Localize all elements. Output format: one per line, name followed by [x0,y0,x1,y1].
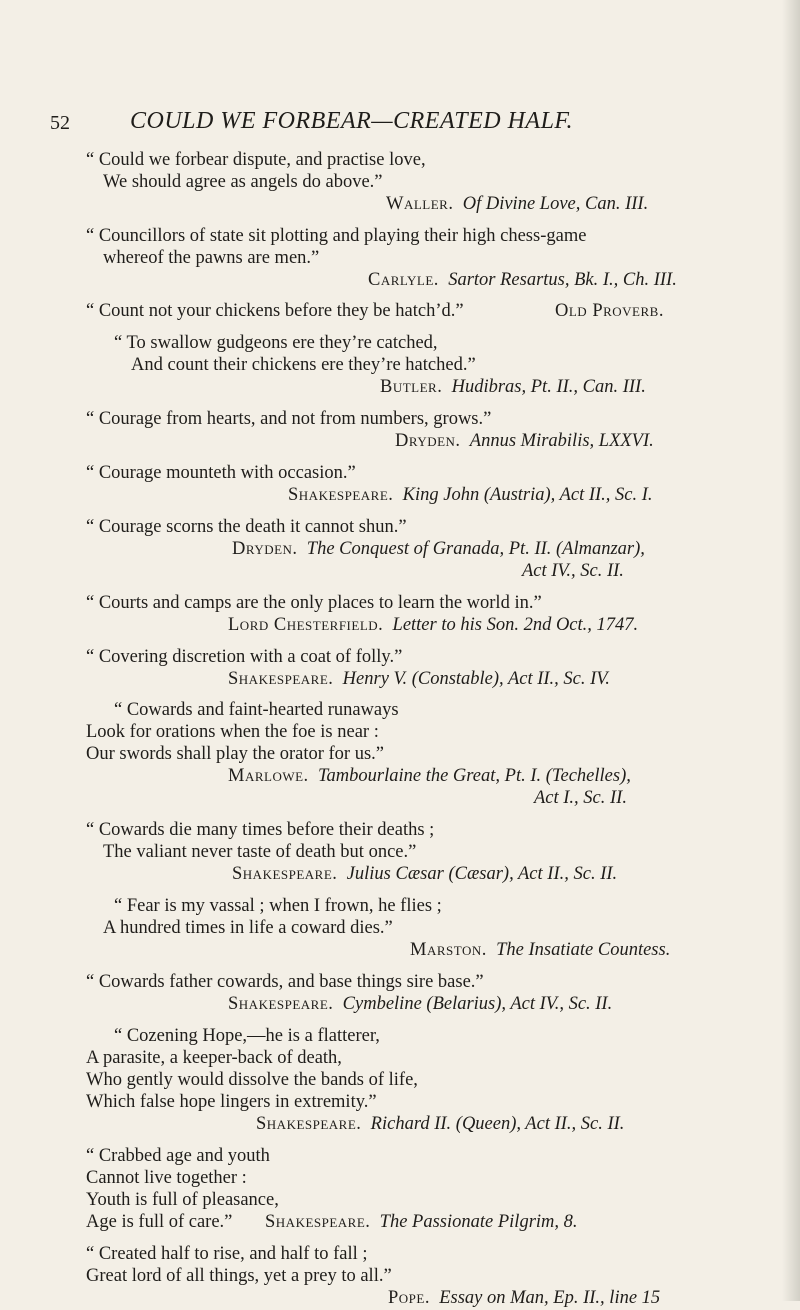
source: Julius Cæsar (Cæsar), Act II., Sc. II. [346,864,618,884]
source: Henry V. (Constable), Act II., Sc. IV. [342,669,610,689]
author: Shakespeare. [256,1114,362,1134]
quote-line: The valiant never taste of death but once.” [103,842,417,862]
attribution [288,485,653,507]
source: The Conquest of Granada, Pt. II. (Almanzar), [306,539,645,559]
author: Shakespeare. [265,1212,371,1232]
author: Dryden. [395,431,461,451]
attribution [228,766,631,788]
quote-line: Cannot live together : [86,1168,247,1188]
author: Dryden. [232,539,298,559]
quote-line: “ Courage from hearts, and not from numbers, grows.” [86,409,492,429]
quote-line: Our swords shall play the orator for us.” [86,744,384,764]
quote-line: “ Cowards die many times before their deaths ; [86,820,435,840]
attribution [256,1114,624,1136]
source: Essay on Man, Ep. II., line 15 [439,1288,661,1308]
source: Tambourlaine the Great, Pt. I. (Techelles), [317,766,631,786]
author: Carlyle. [368,270,439,290]
quote-line: Great lord of all things, yet a prey to all.” [86,1266,392,1286]
quote-line: A parasite, a keeper-back of death, [86,1048,342,1068]
attribution [265,1212,578,1234]
attribution [228,669,610,691]
author: Marston. [410,940,487,960]
quote-line: “ Courts and camps are the only places to learn the world in.” [86,593,542,613]
quote-line: “ Cowards and faint-hearted runaways [114,700,399,720]
page-number: 52 [50,112,70,134]
source-continued: Act I., Sc. II. [534,788,627,808]
page-header [50,106,770,140]
running-title: COULD WE FORBEAR—CREATED HALF. [130,108,573,134]
quote-line: “ Created half to rise, and half to fall ; [86,1244,368,1264]
source: Letter to his Son. 2nd Oct., 1747. [392,615,639,635]
source: Of Divine Love, Can. III. [462,194,649,214]
author: Pope. [388,1288,430,1308]
source: Richard II. (Queen), Act II., Sc. II. [370,1114,625,1134]
attribution [395,431,654,453]
author: Marlowe. [228,766,309,786]
quote-line: “ Courage mounteth with occasion.” [86,463,356,483]
quote-line: “ Cowards father cowards, and base things sire base.” [86,972,484,992]
author: Waller. [386,194,454,214]
quote-line: “ To swallow gudgeons ere they’re catched, [114,333,438,353]
author: Shakespeare. [228,994,334,1014]
source: Hudibras, Pt. II., Can. III. [451,377,646,397]
quote-line: “ Councillors of state sit plotting and playing their high chess-game [86,226,587,246]
attribution [232,539,645,561]
page-edge-shadow [782,0,800,1301]
source: Annus Mirabilis, LXXVI. [469,431,654,451]
quote-line: And count their chickens ere they’re hatched.” [131,355,476,375]
author: Butler. [380,377,443,397]
attribution [368,270,677,292]
quote-line: “ Fear is my vassal ; when I frown, he flies ; [114,896,442,916]
quote-line: “ Courage scorns the death it cannot shun.” [86,517,407,537]
author: Lord Chesterfield. [228,615,384,635]
source: The Insatiate Countess. [496,940,671,960]
source: Cymbeline (Belarius), Act IV., Sc. II. [342,994,613,1014]
quote-line: “ Count not your chickens before they be hatch’d.” [86,301,464,321]
quote-line: Look for orations when the foe is near : [86,722,379,742]
quote-line: Age is full of care.” [86,1212,233,1232]
quote-line: “ Cozening Hope,—he is a flatterer, [114,1026,380,1046]
source-continued: Act IV., Sc. II. [522,561,624,581]
author: Old Proverb. [555,301,664,321]
author: Shakespeare. [288,485,394,505]
attribution [388,1288,660,1310]
quote-line: Youth is full of pleasance, [86,1190,279,1210]
quote-line: “ Covering discretion with a coat of folly.” [86,647,403,667]
quote-line: Who gently would dissolve the bands of life, [86,1070,418,1090]
attribution [410,940,670,962]
attribution [386,194,648,216]
source: King John (Austria), Act II., Sc. I. [402,485,653,505]
quote-line: whereof the pawns are men.” [103,248,320,268]
quote-line: Which false hope lingers in extremity.” [86,1092,377,1112]
attribution [228,994,612,1016]
quote-line: A hundred times in life a coward dies.” [103,918,393,938]
attribution [228,615,638,637]
quote-line: “ Crabbed age and youth [86,1146,270,1166]
source: Sartor Resartus, Bk. I., Ch. III. [448,270,677,290]
quote-line: We should agree as angels do above.” [103,172,383,192]
attribution [380,377,646,399]
source: The Passionate Pilgrim, 8. [379,1212,578,1232]
quote-line: “ Could we forbear dispute, and practise love, [86,150,426,170]
attribution [232,864,617,886]
author: Shakespeare. [232,864,338,884]
author: Shakespeare. [228,669,334,689]
